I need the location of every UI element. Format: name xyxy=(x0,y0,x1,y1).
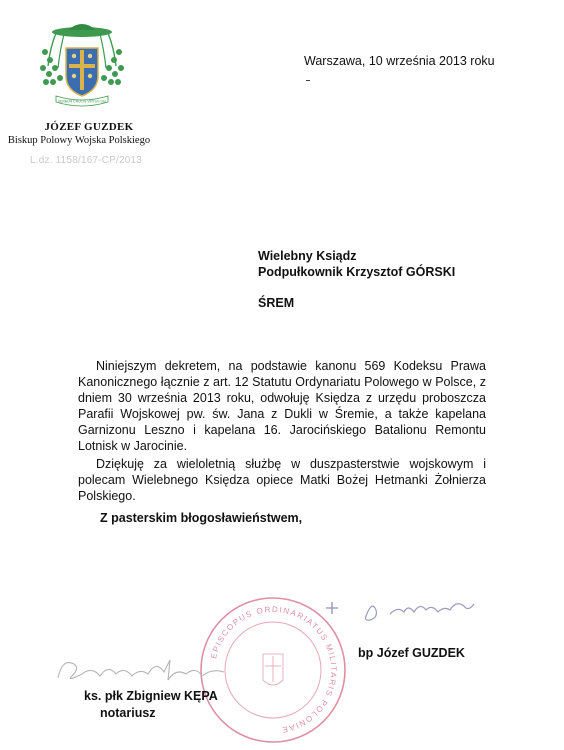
paragraph-text: Niniejszym dekretem, na podstawie kanonu 569 Kodeksu Prawa Kanonicznego łącznie z art. 12 Statutu Ordynariatu Polowego w Polsce, z dniem 30 września 2013 roku, odwołuję Księdza z urzędu proboszcza Parafii Wojskowej pw. św. Jana z Dukli w Śremie, a także kapelana Garnizonu Leszno i kapelana 16. Jarocińskiego Batalionu Remontu Lotnisk w Jarocinie. xyxy=(78,359,486,453)
recipient-name: Podpułkownik Krzysztof GÓRSKI xyxy=(258,265,456,279)
issuer-title: Biskup Polowy Wojska Polskiego xyxy=(7,135,151,146)
recipient-salutation: Wielebny Ksiądz xyxy=(258,249,357,263)
seal-text: EPISCOPUS ORDINARIATUS MILITARIS POLONIAE xyxy=(209,604,339,735)
signatory-name: bp Józef GUZDEK xyxy=(358,646,465,660)
closing-line: Z pasterskim błogosławieństwem, xyxy=(100,511,303,525)
notary-role: notariusz xyxy=(100,706,156,720)
body-paragraph-2 xyxy=(78,456,486,504)
date-line: Warszawa, 10 września 2013 roku xyxy=(304,54,495,68)
reference-number: L.dz. 1158/167-CP/2013 xyxy=(30,155,143,166)
divider xyxy=(306,80,310,81)
body-paragraph-1 xyxy=(78,358,486,454)
bishop-signature xyxy=(318,594,488,628)
paragraph-text: Dziękuję za wieloletnią służbę w duszpasterstwie wojskowym i polecam Wielebnego Księdza opiece Matki Bożej Hetmanki Żołnierza Polskiego. xyxy=(78,457,486,503)
notary-name: ks. płk Zbigniew KĘPA xyxy=(84,689,218,703)
notary-signature xyxy=(52,652,232,688)
crest-motto: VERBUM CRUCIS VIRTUS DEI xyxy=(57,99,107,104)
coat-of-arms-icon xyxy=(36,18,128,108)
issuer-name: JÓZEF GUZDEK xyxy=(44,121,134,133)
recipient-city: ŚREM xyxy=(258,296,295,310)
